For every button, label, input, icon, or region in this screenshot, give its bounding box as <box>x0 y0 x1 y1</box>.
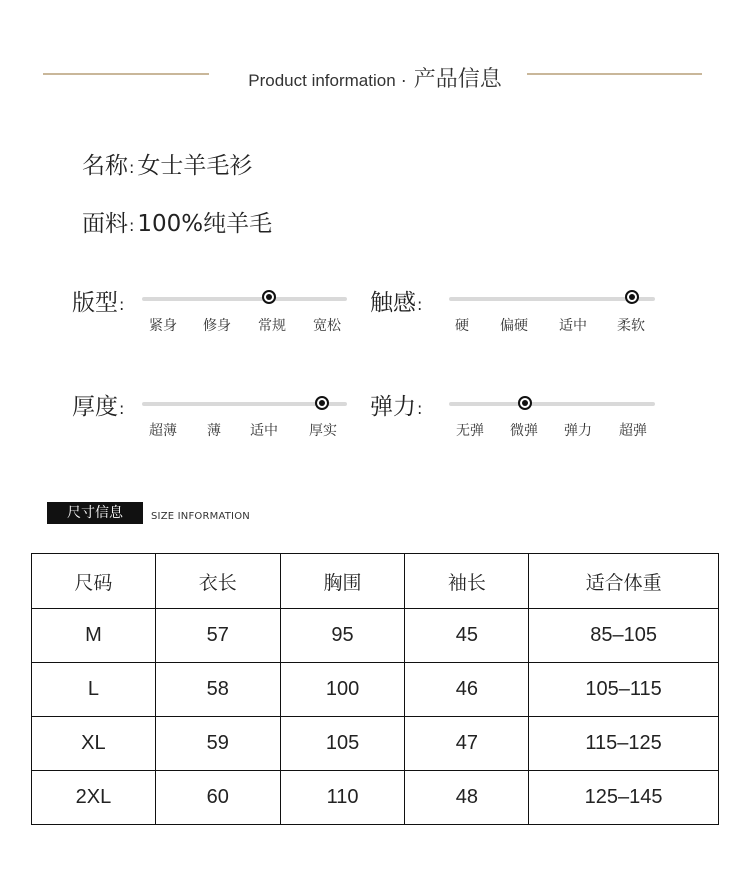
table-row <box>32 717 719 771</box>
attribute-thickness-option: 薄 <box>207 423 221 439</box>
size-table-header: 尺码 <box>32 554 156 609</box>
table-cell: 58 <box>155 663 280 717</box>
size-table-header: 衣长 <box>155 554 280 609</box>
product-name-row: 名称: 女士羊毛衫 <box>82 153 253 179</box>
table-row <box>32 609 719 663</box>
page-title <box>212 62 538 93</box>
attribute-thickness-option: 超薄 <box>149 423 177 439</box>
table-cell: 57 <box>155 609 280 663</box>
attribute-elasticity <box>370 388 660 448</box>
attribute-thickness-label: 厚度: <box>72 394 125 420</box>
table-cell: 105–115 <box>529 663 719 717</box>
table-cell: L <box>32 663 156 717</box>
attribute-fit-option: 紧身 <box>149 318 177 334</box>
table-cell: 85–105 <box>529 609 719 663</box>
product-name-value: 女士羊毛衫 <box>137 153 253 179</box>
attribute-fit-option: 常规 <box>258 318 286 334</box>
table-cell: 110 <box>280 771 405 825</box>
attribute-touch-label: 触感: <box>370 290 423 316</box>
size-table-header: 袖长 <box>405 554 529 609</box>
attribute-touch-marker <box>625 290 639 304</box>
table-cell: XL <box>32 717 156 771</box>
table-cell: 60 <box>155 771 280 825</box>
attribute-touch <box>370 284 660 344</box>
table-cell: 46 <box>405 663 529 717</box>
attribute-fit-track <box>142 297 347 301</box>
attribute-elasticity-option: 微弹 <box>510 423 538 439</box>
table-cell: 59 <box>155 717 280 771</box>
size-table-header-row <box>32 554 719 609</box>
attribute-touch-option: 适中 <box>559 318 587 334</box>
attribute-thickness <box>72 388 352 448</box>
header-rule-right <box>527 73 702 75</box>
title-separator: · <box>400 70 407 90</box>
table-cell: 45 <box>405 609 529 663</box>
attribute-fit-marker <box>262 290 276 304</box>
table-cell: 105 <box>280 717 405 771</box>
product-name-label: 名称 <box>82 153 128 179</box>
table-cell: 48 <box>405 771 529 825</box>
attribute-touch-option: 硬 <box>455 318 469 334</box>
attribute-thickness-option: 厚实 <box>309 423 337 439</box>
size-table-header: 适合体重 <box>529 554 719 609</box>
table-row <box>32 663 719 717</box>
table-cell: 125–145 <box>529 771 719 825</box>
title-en: Product information <box>248 71 396 90</box>
table-cell: 95 <box>280 609 405 663</box>
attribute-fit-option: 修身 <box>203 318 231 334</box>
table-cell: 47 <box>405 717 529 771</box>
attribute-fit-label: 版型: <box>72 290 125 316</box>
size-section-subtitle: SIZE INFORMATION <box>151 511 250 522</box>
table-row <box>32 771 719 825</box>
attribute-fit <box>72 284 352 344</box>
attribute-thickness-option: 适中 <box>250 423 278 439</box>
attribute-fit-option: 宽松 <box>313 318 341 334</box>
attribute-elasticity-option: 无弹 <box>456 423 484 439</box>
size-section-tag: 尺寸信息 <box>47 502 143 524</box>
product-material-label: 面料 <box>82 211 128 237</box>
size-table <box>31 553 719 825</box>
table-cell: M <box>32 609 156 663</box>
attribute-thickness-marker <box>315 396 329 410</box>
attribute-elasticity-marker <box>518 396 532 410</box>
header-rule-left <box>43 73 209 75</box>
attribute-touch-option: 偏硬 <box>500 318 528 334</box>
size-table-header: 胸围 <box>280 554 405 609</box>
attribute-elasticity-track <box>449 402 655 406</box>
attribute-touch-option: 柔软 <box>617 318 645 334</box>
table-cell: 115–125 <box>529 717 719 771</box>
table-cell: 100 <box>280 663 405 717</box>
title-zh: 产品信息 <box>413 66 502 91</box>
attribute-elasticity-option: 弹力 <box>564 423 592 439</box>
product-material-value: 100%纯羊毛 <box>137 211 273 237</box>
table-cell: 2XL <box>32 771 156 825</box>
attribute-elasticity-option: 超弹 <box>619 423 647 439</box>
product-material-row: 面料: 100%纯羊毛 <box>82 211 273 237</box>
attribute-elasticity-label: 弹力: <box>370 394 423 420</box>
